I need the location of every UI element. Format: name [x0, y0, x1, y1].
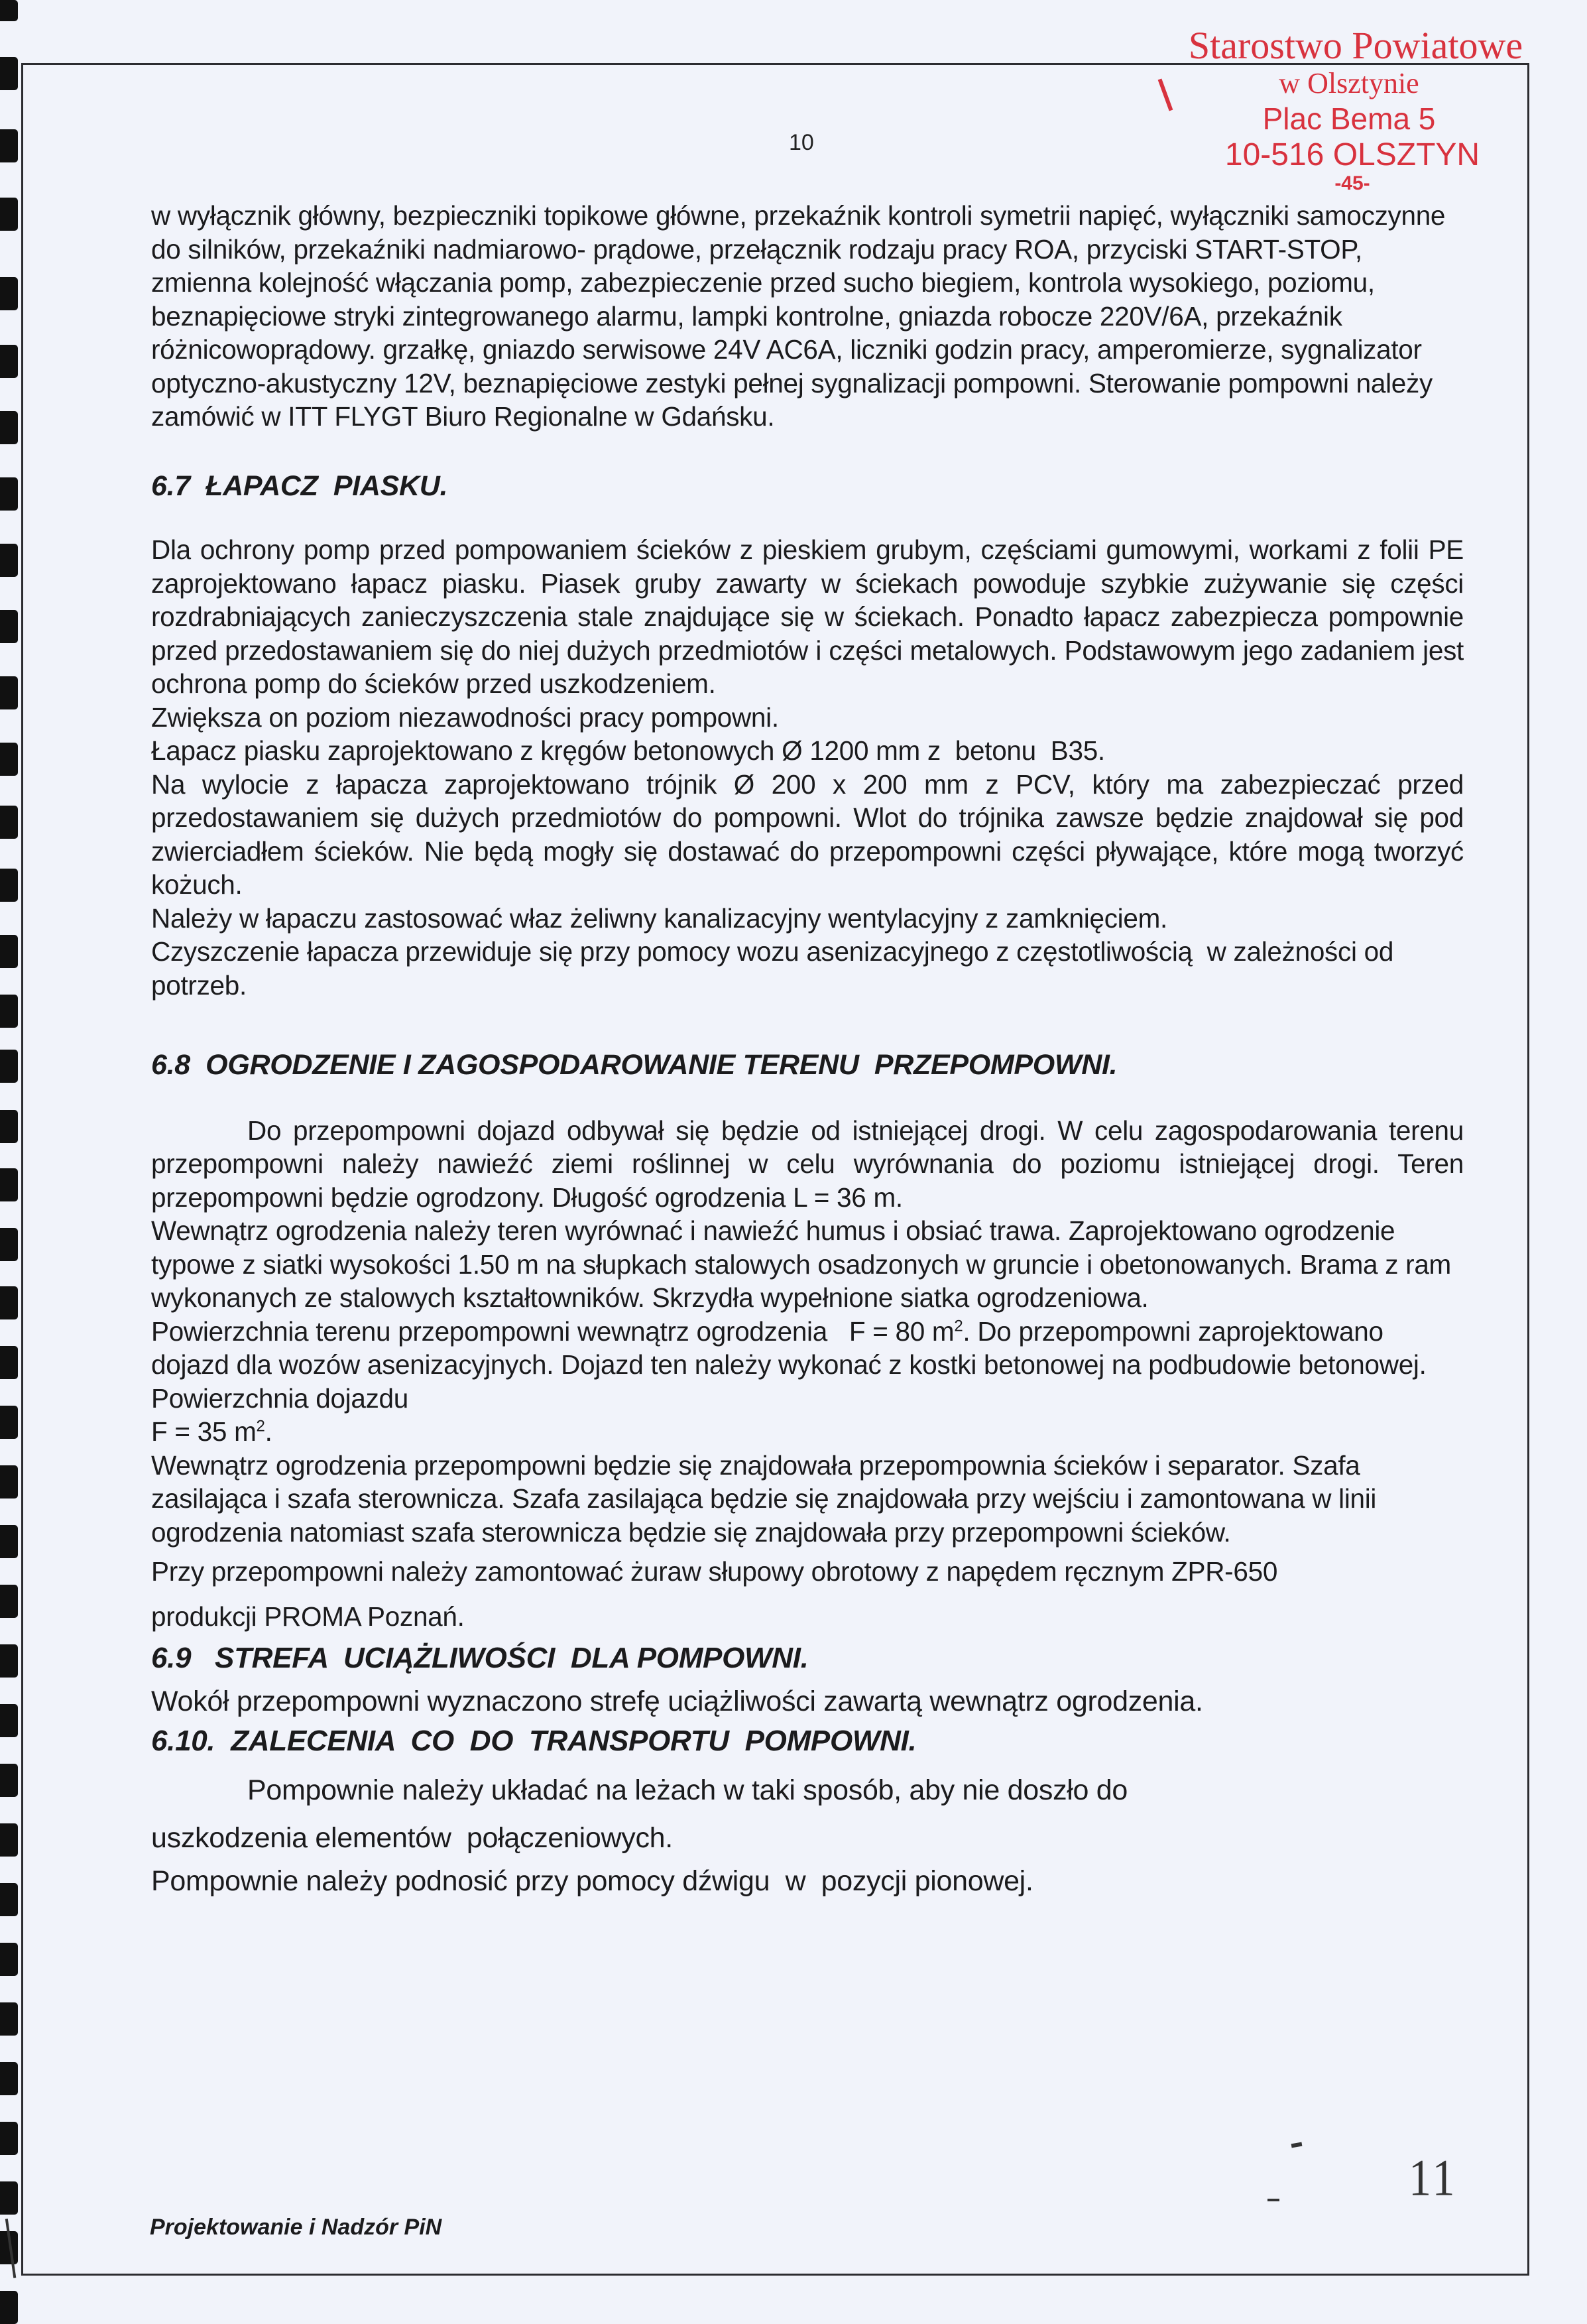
intro-paragraph: w wyłącznik główny, bezpieczniki topikowe główne, przekaźnik kontroli symetrii napięć, wyłączniki samoczynne do silników, przekaźniki nadmiarowo- prądowe, przełącznik rodzaju pracy ROA, przyciski START-STOP, zmienna kolejność włączania pomp, zabezpieczenie przed sucho biegiem, kontrola wysokiego, poziomu, beznapięciowe stryki zintegrowanego alarmu, lampki kontrolne, gniazda robocze 220V/6A, przekaźnik różnicowoprądowy. grzałkę, gniazdo serwisowe 24V AC6A, liczniki godzin pracy, amperomierze, sygnalizator optyczno-akustyczny 12V, beznapięciowe zestyki pełnej sygnalizacji pompowni. Sterowanie pompowni należy zamówić w ITT FLYGT Biuro Regionalne w Gdańsku. [151, 200, 1446, 432]
paragraph [151, 1415, 1464, 1449]
office-stamp [1160, 24, 1531, 194]
binding-hole [0, 198, 18, 231]
superscript: 2 [954, 1317, 963, 1335]
binding-hole [0, 2122, 18, 2155]
binding-hole [0, 1585, 18, 1618]
binding-hole [0, 1525, 18, 1558]
binding-hole [0, 1228, 18, 1261]
binding-hole [0, 0, 18, 21]
binding-hole [0, 1406, 18, 1439]
binding-hole [0, 2062, 18, 2095]
superscript: 2 [256, 1417, 265, 1436]
document-body [151, 199, 1464, 1898]
binding-hole [0, 57, 18, 90]
pen-mark [1267, 2199, 1279, 2201]
area-text: F = 35 m [151, 1416, 257, 1447]
paragraph: Należy w łapaczu zastosować właz żeliwny kanalizacyjny wentylacyjny z zamknięciem. [151, 902, 1167, 934]
section-heading-6-8: 6.8 OGRODZENIE I ZAGOSPODAROWANIE TERENU PRZEPOMPOWNI. [151, 1049, 1118, 1081]
binding-hole [0, 2002, 18, 2036]
binding-hole [0, 676, 18, 709]
binding-hole [0, 1943, 18, 1976]
binding-hole [0, 1883, 18, 1916]
handwritten-page-number: 11 [1409, 2148, 1458, 2207]
binding-hole [0, 995, 18, 1028]
binding-hole [0, 411, 18, 444]
stamp-line-city: w Olsztynie [1279, 67, 1419, 99]
stamp-line-number: -45- [1334, 172, 1370, 194]
binding-hole [0, 869, 18, 902]
binding-hole [0, 1346, 18, 1379]
paragraph: Do przepompowni dojazd odbywał się będzie od istniejącej drogi. W celu zagospodarowania terenu przepompowni należy nawieźć ziemi roślinnej w celu wyrównania do poziomu istniejącej drogi. Teren przepompowni będzie ogrodzony. Długość ogrodzenia L = 36 m. [151, 1115, 1464, 1213]
binding-hole [0, 2291, 18, 2324]
paragraph-text: . [264, 1416, 272, 1447]
section-heading-6-10: 6.10. ZALECENIA CO DO TRANSPORTU POMPOWNI. [151, 1725, 917, 1757]
binding-hole [0, 1704, 18, 1737]
binding-hole [0, 743, 18, 776]
area-text: Powierzchnia terenu przepompowni wewnątrz ogrodzenia F = 80 m [151, 1315, 955, 1347]
binding-hole [0, 1286, 18, 1319]
paragraph: Na wylocie z łapacza zaprojektowano trójnik Ø 200 x 200 mm z PCV, który ma zabezpieczać przed przedostawaniem się dużych przedmiotów do pompowni. Wlot do trójnika zawsze będzie znajdował się pod zwierciadłem ścieków. Nie będą mogły się dostawać do przepompowni części pływające, które mogą tworzyć kożuch. [151, 768, 1464, 900]
paragraph: Dla ochrony pomp przed pompowaniem ścieków z pieskiem grubym, częściami gumowymi, workami z folii PE zaprojektowano łapacz piasku. Piasek gruby zawarty w ściekach powoduje szybkie zużywanie się części rozdrabniających zanieczyszczenia stale znajdujące się w ściekach. Ponadto łapacz zabezpiecza pompownie przed przedostawaniem się do niej dużych przedmiotów i części metalowych. Podstawowym jego zadaniem jest ochrona pomp do ścieków przed uszkodzeniem. [151, 534, 1464, 699]
paragraph: Zwiększa on poziom niezawodności pracy pompowni. [151, 702, 779, 733]
paragraph: Wewnątrz ogrodzenia przepompowni będzie się znajdowała przepompownia ścieków i separator. Szafa zasilająca i szafa sterownicza. Szafa zasilająca będzie się znajdowała przy wejściu i zamontowana w linii ogrodzenia natomiast szafa sterownicza będzie się znajdowała przy przepompowni ścieków. [151, 1449, 1377, 1548]
binding-hole [0, 1764, 18, 1797]
stamp-line-street: Plac Bema 5 [1262, 101, 1436, 136]
page-number: 10 [789, 130, 814, 155]
binding-hole [0, 277, 18, 310]
binding-hole [0, 1644, 18, 1678]
binding-hole [0, 1465, 18, 1498]
binding-hole [0, 129, 18, 162]
binding-holes [0, 0, 19, 2322]
binding-hole [0, 806, 18, 839]
binding-hole [0, 1050, 18, 1083]
binding-hole [0, 1110, 18, 1143]
paragraph: Łapacz piasku zaprojektowano z kręgów betonowych Ø 1200 mm z betonu B35. [151, 735, 1105, 766]
binding-hole [0, 2181, 18, 2215]
paragraph: Czyszczenie łapacza przewiduje się przy pomocy wozu asenizacyjnego z częstotliwością w zależności od potrzeb. [151, 936, 1401, 1001]
paragraph [151, 1315, 1464, 1416]
binding-hole [0, 610, 18, 643]
binding-hole [0, 1168, 18, 1201]
binding-hole [0, 935, 18, 968]
binding-hole [0, 345, 18, 378]
paragraph: Pompownie należy podnosić przy pomocy dźwigu w pozycji pionowej. [151, 1865, 1033, 1897]
binding-hole [0, 544, 18, 577]
stamp-line-office: Starostwo Powiatowe [1188, 24, 1523, 67]
binding-hole [0, 477, 18, 511]
paragraph: Wewnątrz ogrodzenia należy teren wyrównać i nawieźć humus i obsiać trawa. Zaprojektowano ogrodzenie typowe z siatki wysokości 1.50 m na słupkach stalowych osadzonych w gruncie i obetonowanych. Brama z ram wykonanych ze stalowych kształtowników. Skrzydła wypełnione siatka ogrodzeniowa. [151, 1215, 1451, 1313]
paragraph-text: . Do przepompowni zaprojektowano dojazd dla wozów asenizacyjnych. Dojazd ten należy wykonać z kostki betonowej na podbudowie betonowej. Powierzchnia dojazdu [151, 1315, 1427, 1414]
section-heading-6-7: 6.7 ŁAPACZ PIASKU. [151, 469, 448, 502]
binding-hole [0, 1823, 18, 1857]
paragraph: Wokół przepompowni wyznaczono strefę uciążliwości zawartą wewnątrz ogrodzenia. [151, 1685, 1203, 1717]
stamp-line-postcode: 10-516 OLSZTYN [1224, 137, 1480, 172]
paragraph: Pompownie należy układać na leżach w taki sposób, aby nie doszło do uszkodzenia elementów połączeniowych. [151, 1774, 1136, 1854]
paragraph: Przy przepompowni należy zamontować żuraw słupowy obrotowy z napędem ręcznym ZPR-650 produkcji PROMA Poznań. [151, 1556, 1278, 1632]
footer-company: Projektowanie i Nadzór PiN [150, 2215, 442, 2240]
section-heading-6-9: 6.9 STREFA UCIĄŻLIWOŚCI DLA POMPOWNI. [151, 1642, 809, 1674]
